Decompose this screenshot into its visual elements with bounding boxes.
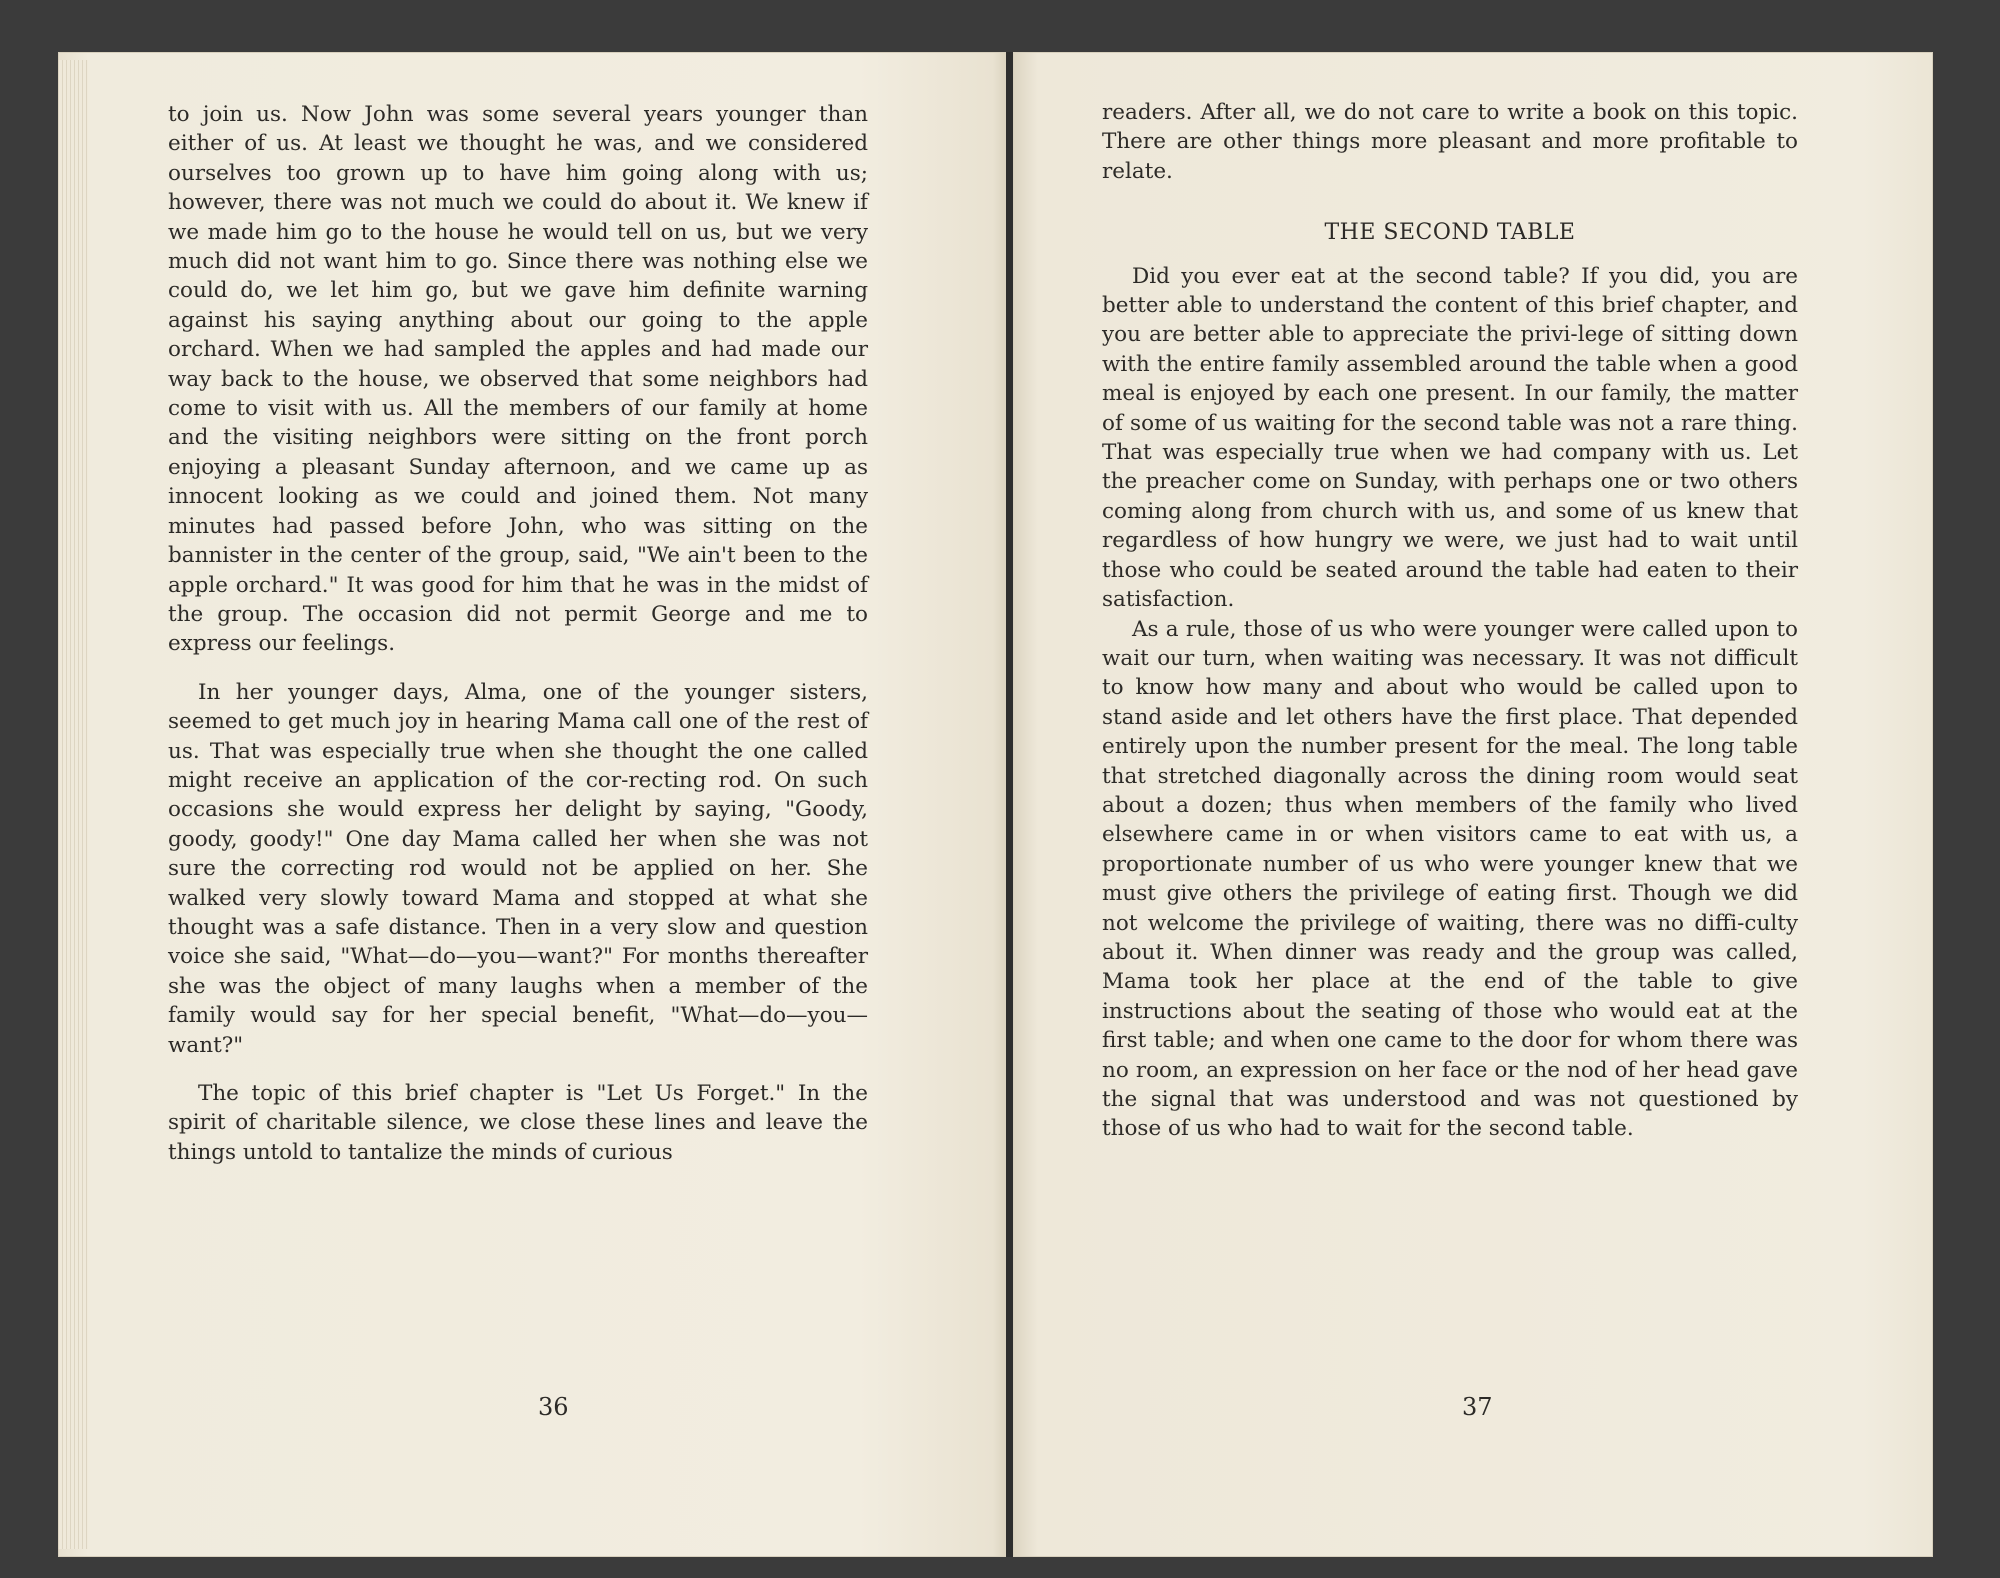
page-number-left: 36 bbox=[538, 1393, 569, 1421]
right-page-text bbox=[1102, 98, 1798, 1144]
paragraph: Did you ever eat at the second table? If you did, you are better able to understand the content of this brief chapter, and you are better able to appreciate the privi-lege of sitting down with the entire family assembled around the table when a good meal is enjoyed by each one present. In our family, the matter of some of us waiting for the second table was not a rare thing. That was especially true when we had company with us. Let the preacher come on Sunday, with perhaps one or two others coming along from church with us, and some of us knew that regardless of how hungry we were, we just had to wait until those who could be seated around the table had eaten to their satisfaction. bbox=[1102, 263, 1798, 613]
paragraph: As a rule, those of us who were younger were called upon to wait our turn, when waiting was necessary. It was not difficult to know how many and about who would be called upon to stand aside and let others have the first place. That depended entirely upon the number present for the meal. The long table that stretched diagonally across the dining room would seat about a dozen; thus when members of the family who lived elsewhere came in or when visitors came to eat with us, a proportionate number of us who were younger knew that we must give others the privilege of eating first. Though we did not welcome the privilege of waiting, there was no diffi-culty about it. When dinner was ready and the group was called, Mama took her place at the end of the table to give instructions about the seating of those who would eat at the first table; and when one came to the door for whom there was no room, an expression on her face or the nod of her head gave the signal that was understood and was not questioned by those of us who had to wait for the second table. bbox=[1102, 616, 1798, 1142]
paragraph: readers. After all, we do not care to write a book on this topic. There are other things more pleasant and more profitable to relate. bbox=[1102, 100, 1798, 184]
chapter-heading: THE SECOND TABLE bbox=[1324, 220, 1576, 246]
paragraph: to join us. Now John was some several years younger than either of us. At least we thought he was, and we considered ourselves too grown up to have him going along with us; however, there was not much we could do about it. We knew if we made him go to the house he would tell on us, but we very much did not want him to go. Since there was nothing else we could do, we let him go, but we gave him definite warning against his saying anything about our going to the apple orchard. When we had sampled the apples and had made our way back to the house, we observed that some neighbors had come to visit with us. All the members of our family at home and the visiting neighbors were sitting on the front porch enjoying a pleasant Sunday afternoon, and we came up as innocent looking as we could and joined them. Not many minutes had passed before John, who was sitting on the bannister in the center of the group, said, "We ain't been to the apple orchard." It was good for him that he was in the midst of the group. The occasion did not permit George and me to express our feelings. bbox=[168, 102, 868, 657]
paragraph: The topic of this brief chapter is "Let Us Forget." In the spirit of charitable silence, we close these lines and leave the things untold to tantalize the minds of curious bbox=[168, 1081, 868, 1165]
paragraph: In her younger days, Alma, one of the younger sisters, seemed to get much joy in hearing Mama call one of the rest of us. That was especially true when she thought the one called might receive an application of the cor-recting rod. On such occasions she would express her delight by saying, "Goody, goody, goody!" One day Mama called her when she was not sure the correcting rod would not be applied on her. She walked very slowly toward Mama and stopped at what she thought was a safe distance. Then in a very slow and question voice she said, "What—do—you—want?" For months thereafter she was the object of many laughs when a member of the family would say for her special benefit, "What—do—you—want?" bbox=[168, 679, 868, 1058]
page-number-right: 37 bbox=[1462, 1393, 1493, 1421]
left-page-text bbox=[168, 100, 868, 1167]
page-edges bbox=[58, 60, 88, 1549]
